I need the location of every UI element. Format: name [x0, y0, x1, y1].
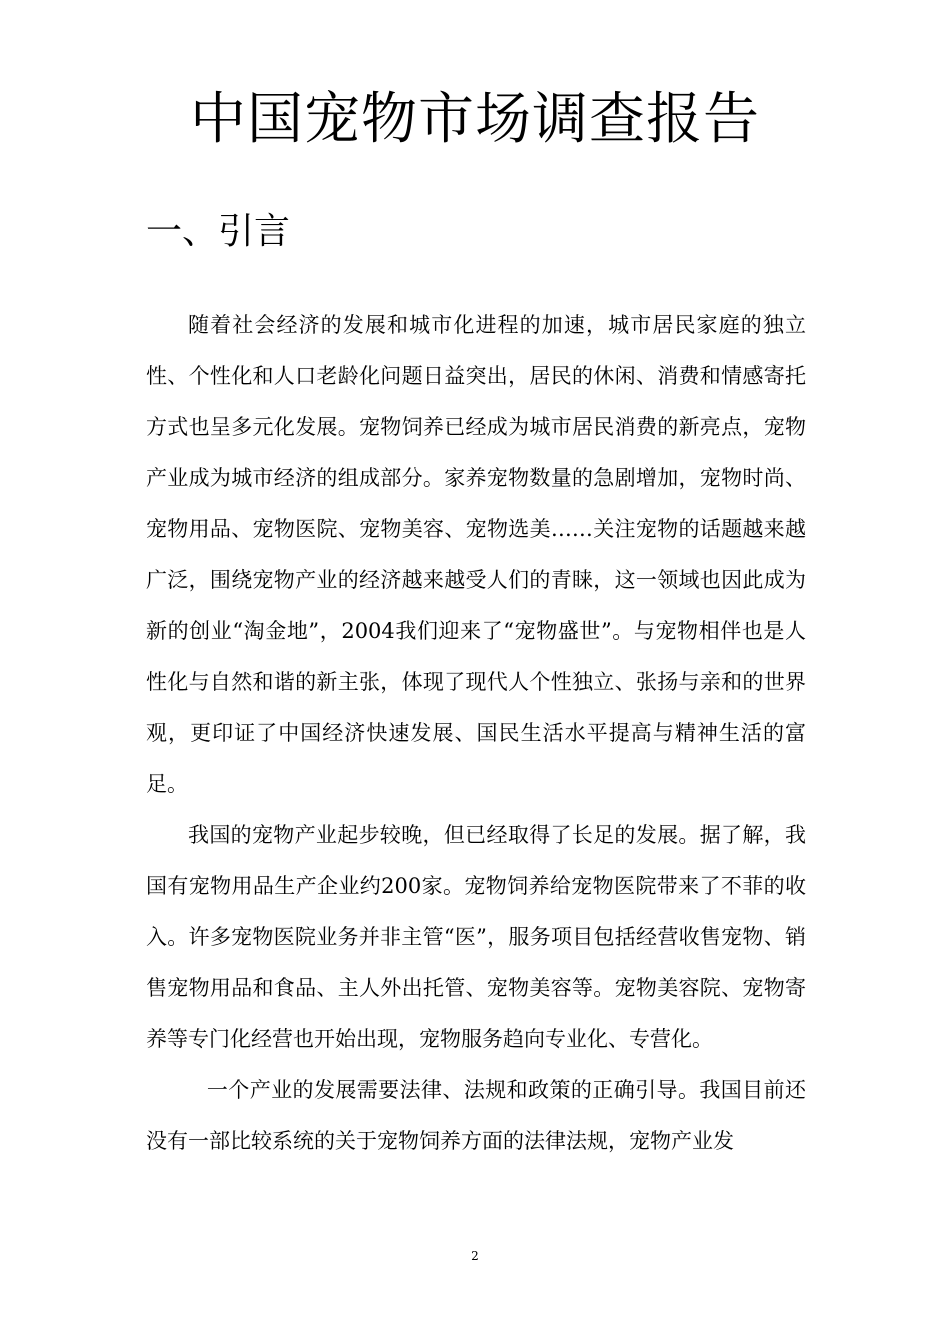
- page-number: 2: [471, 1249, 479, 1263]
- document-title: 中国宠物市场调查报告: [190, 87, 760, 152]
- body-text: [146, 300, 806, 1167]
- paragraph-3: 一个产业的发展需要法律、法规和政策的正确引导。我国目前还没有一部比较系统的关于宠物饲养方面的法律法规，宠物产业发: [146, 1078, 806, 1153]
- paragraph-2: 我国的宠物产业起步较晚，但已经取得了长足的发展。据了解，我国有宠物用品生产企业约200家。宠物饲养给宠物医院带来了不菲的收入。许多宠物医院业务并非主管“医”，服务项目包括经营收售宠物、销售宠物用品和食品、主人外出托管、宠物美容等。宠物美容院、宠物寄养等专门化经营也开始出现，宠物服务趋向专业化、专营化。: [146, 823, 806, 1051]
- paragraph-1: 随着社会经济的发展和城市化进程的加速，城市居民家庭的独立性、个性化和人口老龄化问题日益突出，居民的休闲、消费和情感寄托方式也呈多元化发展。宠物饲养已经成为城市居民消费的新亮点，宠物产业成为城市经济的组成部分。家养宠物数量的急剧增加，宠物时尚、宠物用品、宠物医院、宠物美容、宠物选美……关注宠物的话题越来越广泛，围绕宠物产业的经济越来越受人们的青睐，这一领域也因此成为新的创业“淘金地”，2004我们迎来了“宠物盛世”。与宠物相伴也是人性化与自然和谐的新主张，体现了现代人个性独立、张扬与亲和的世界观，更印证了中国经济快速发展、国民生活水平提高与精神生活的富足。: [146, 313, 806, 796]
- section-heading: 一、引言: [146, 211, 291, 252]
